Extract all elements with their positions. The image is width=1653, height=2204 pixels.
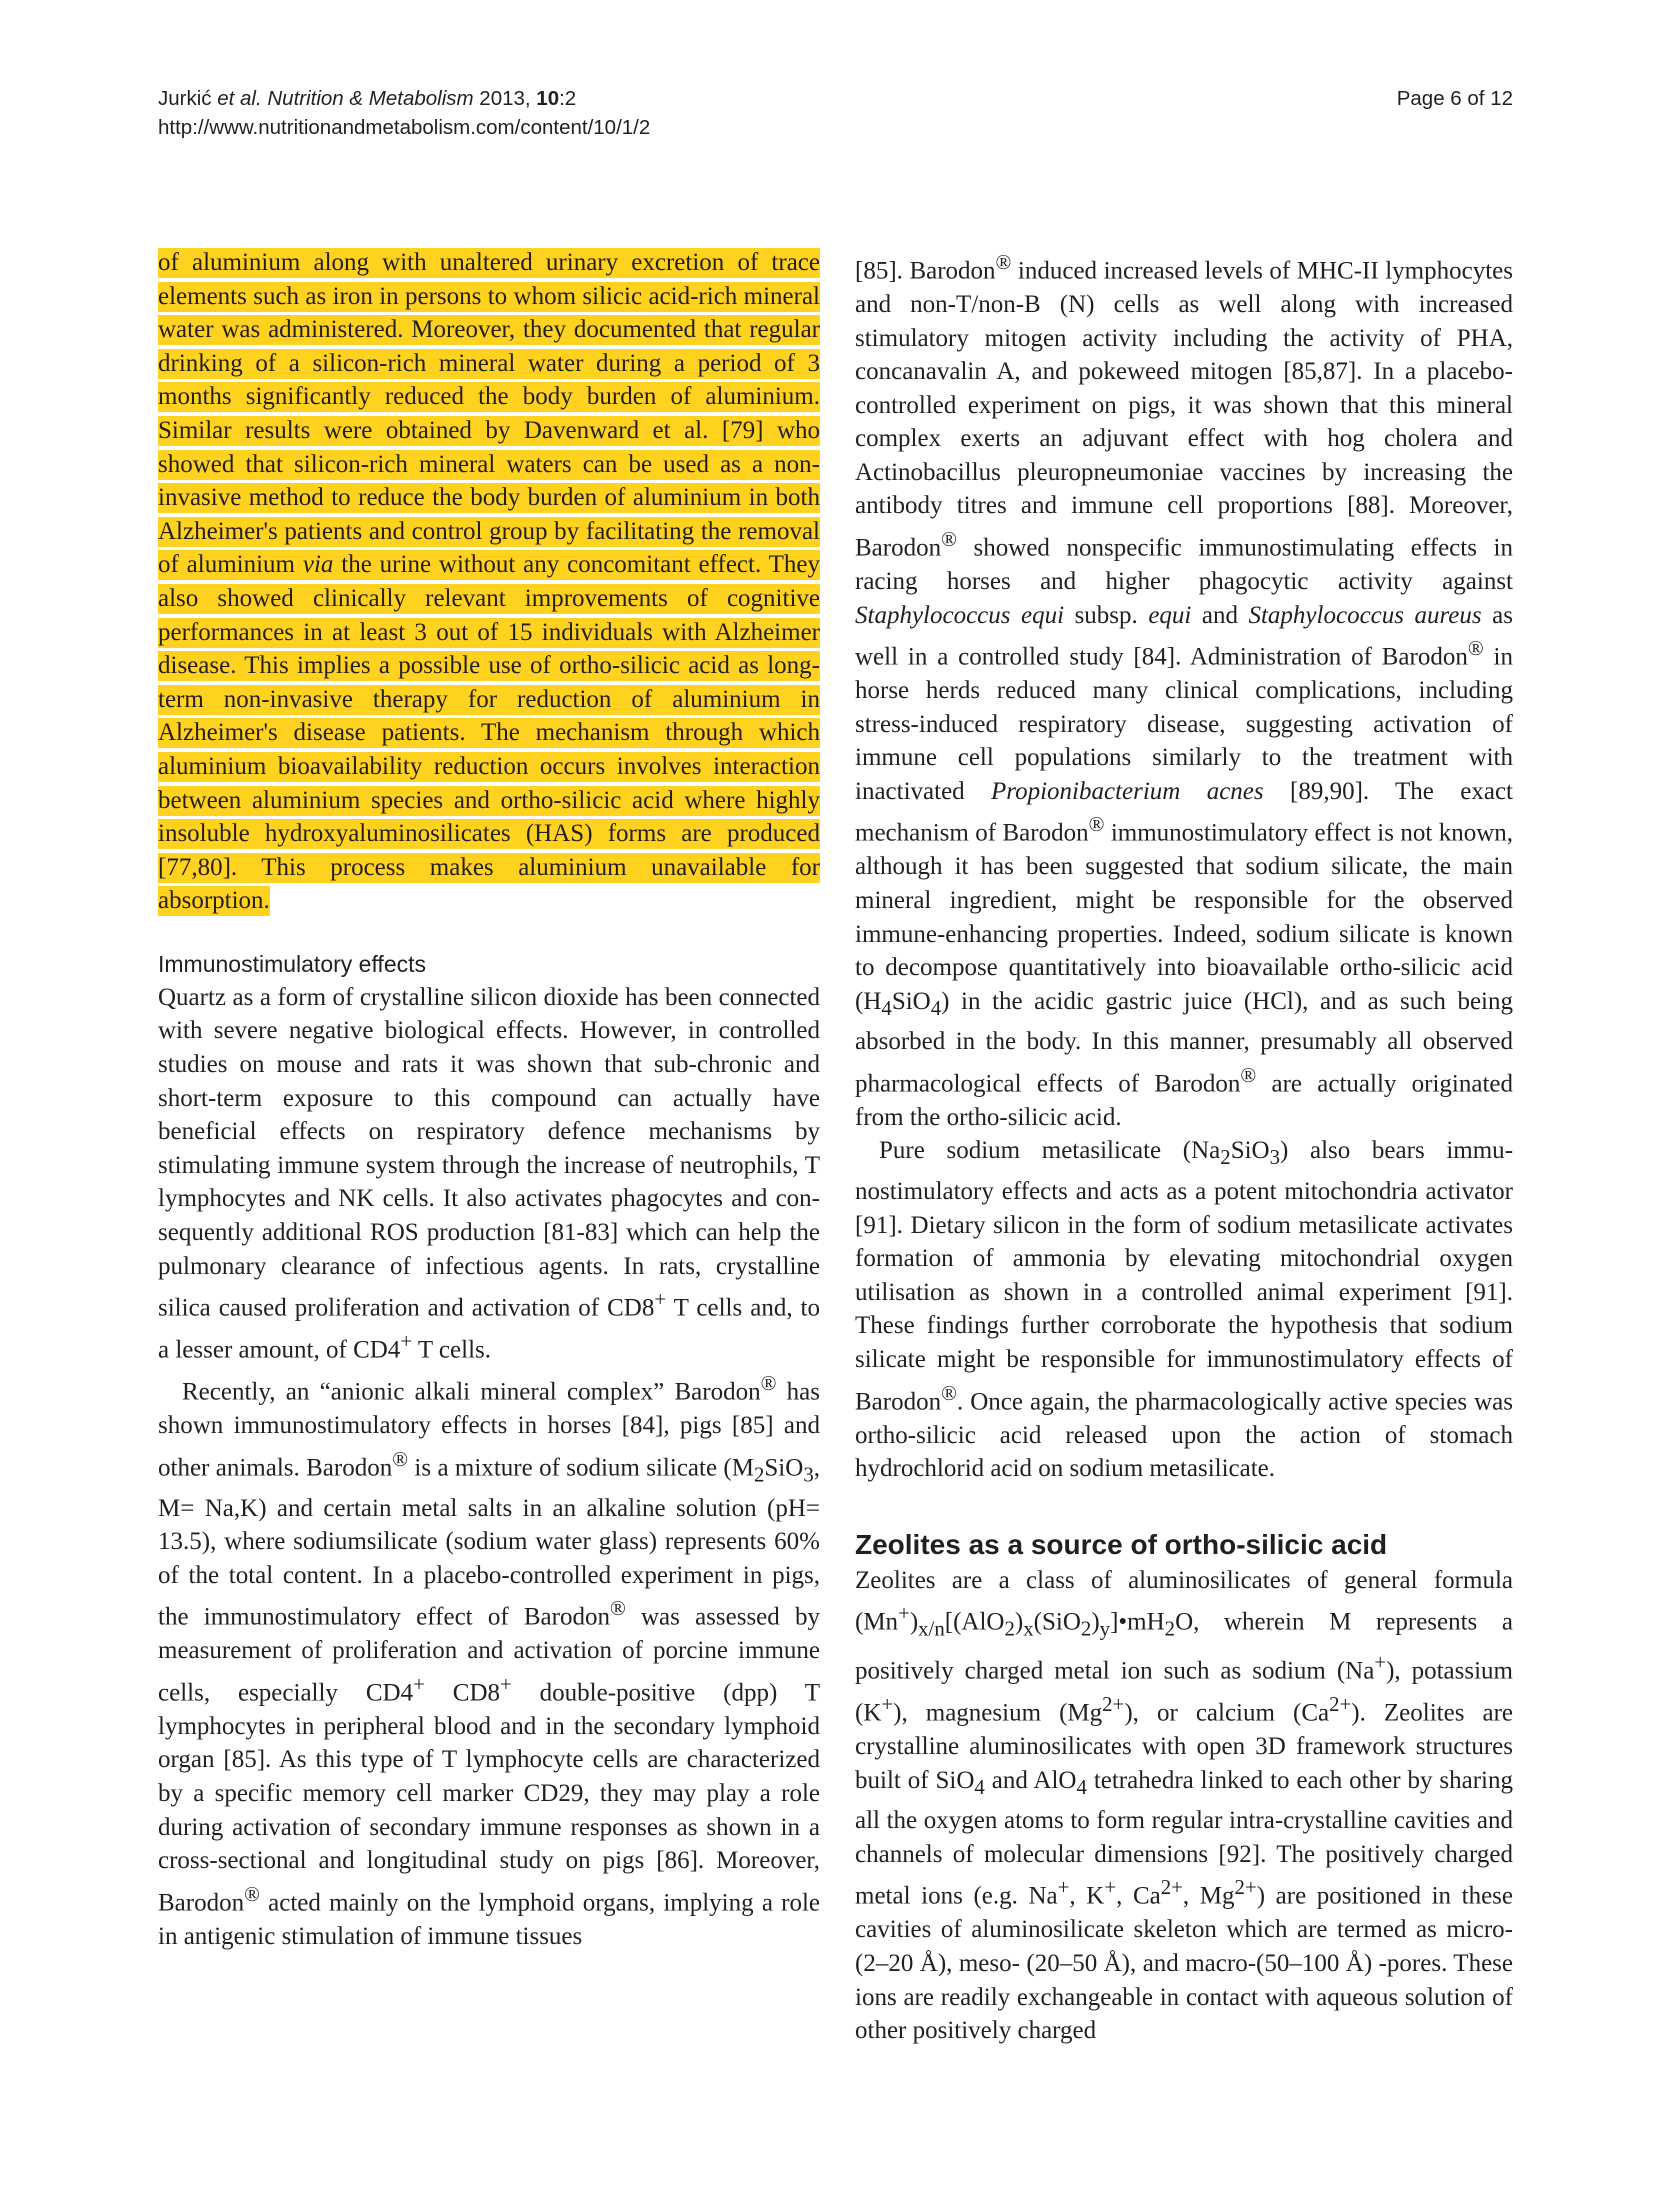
citation-journal: et al. Nutrition & Metabolism [217,87,474,110]
section-heading-zeolites: Zeolites as a source of ortho-silicic acid [855,1528,1388,1560]
paragraph-zeolites: Zeolites are a class of aluminosilicates of general formula $(Mn^+)_{x/n}[(AlO_2)_x(SiO_2)_y]•mH_2O$, wherein M represents a positively charged metal ion such as sodium (Na+), potassium (K+), magnesium $(Mg^{2+})$, or calcium $(Ca^{2+})$. Zeolites are crystalline aluminosilicates with open 3D framework structures built of SiO$_4$ and AlO$_4$ tetrahedra linked to each other by sharing all the oxygen atoms to form regular intra-crystalline cavities and channels of molecular dimensions [92]. The positively charged metal ions (e.g. Na+, K+, $Ca^{2+}$, $Mg^{2+}$) are positioned in these cavities of aluminosilicate skeleton which are termed as micro- (2–20 Å), meso- (20–50 Å), and macro-(50–100 Å) -pores. These ions are readily exchangeable in contact with aqueous solution of other positively charged [855,1566,1514,2045]
right-column [855,246,1513,2048]
paragraph-barodon-effects: [85]. Barodon® induced increased levels of MHC-II lymphocytes and non-T/non-B (N) cells as well along with increased stimulatory mitogen activity including the activity of PHA, concanavalin A, and pokeweed mitogen [85,87]. In a placebo-controlled experiment on pigs, it was shown that this mineral complex exerts an adjuvant effect with hog cholera and Actinobacillus pleuropneumoniae vaccines by increasing the antibody titres and immune cell proportions [88]. Moreover, Barodon® showed nonspecific immunostimulating effects in racing horses and higher phagocytic activity against Staphylococcus equi subsp. equi and Staphylococcus aureus as well in a controlled study [84]. Administration of Barodon® in horse herds reduced many clinical complications, including stress-induced respiratory disease, suggesting activation of immune cell populations similarly to the treatment with inactivated Propionibacterium acnes [89,90]. The exact mechanism of Barodon® immunostimulatory effect is not known, although it has been suggested that sodium silicate, the main mineral ingredient, might be responsible for the observed immune-enhancing properties. Indeed, sodium silicate is known to decompose quantitatively into bioavailable ortho-silicic acid $(H_4SiO_4)$ in the acidic gastric juice (HCl), and as such being absorbed in the body. In this manner, presumably all observed pharmacological effects of Barodon® are actually originated from the ortho-silicic acid. [855,250,1514,1131]
citation-line [158,84,650,113]
highlight-span: of aluminium along with unaltered urinary excretion of trace elements such as iron in persons to whom silicic acid-rich mineral water was administered. Moreover, they documented that regular drinking of a silicon-rich mineral water during a period of 3 months significantly reduced the body burden of aluminium. Similar results were obtained by Davenward et al. [79] who showed that silicon-rich mineral waters can be used as a non-invasive method to reduce the body burden of aluminium in both Alzheimer's patients and control group by facilitating the removal of aluminium via the urine without any concomitant effect. They also showed clinically relevant improvements of cognitive performances in at least 3 out of 15 individuals with Alzheimer disease. This implies a possible use of ortho-silicic acid as long-term non-invasive therapy for reduction of aluminium in Alzheimer's disease patients. The mechanism through which aluminium bioavailability reduction occurs involves interaction between aluminium species and ortho-silicic acid where highly insoluble hydroxyaluminosilicates (HAS) forms are produced [77,80]. This process makes aluminium unavailable for absorption. [158,249,820,915]
running-header [158,84,650,142]
citation-issue: :2 [559,87,577,110]
article-url[interactable]: http://www.nutritionandmetabolism.com/content/10/1/2 [158,116,651,139]
paragraph-metasilicate: Pure sodium metasilicate $(Na_2SiO_3)$ also bears immunostimulatory effects and acts as a potent mitochondria activator [91]. Dietary silicon in the form of sodium metasilicate activates formation of ammonia by elevating mitochondrial oxygen utilisation as shown in a controlled animal experiment [91]. These findings further corroborate the hypothesis that sodium silicate might be responsible for immunostimulatory effects of Barodon®. Once again, the pharmacologically active species was ortho-silicic acid released upon the action of stomach hydrochlorid acid on sodium metasilicate. [855,1137,1514,1483]
page-number: Page 6 of 12 [1396,87,1513,110]
citation-volume: 10 [536,87,560,110]
citation-authors: Jurkić [158,87,218,110]
citation-year: 2013, [473,87,537,110]
paragraph-quartz: Quartz as a form of crystalline silicon dioxide has been connected with severe negative biological effects. However, in controlled studies on mouse and rats it was shown that sub-chronic and short-term exposure to this compound can actually have beneficial effects on respiratory defence mechanisms by stimulating immune system through the increase of neutrophils, T lymphocytes and NK cells. It also activates phagocytes and consequently additional ROS production [81-83] which can help the pulmonary clearance of infectious agents. In rats, crystalline silica caused proliferation and activation of CD8+ T cells and, to a lesser amount, of CD4+ T cells. [158,983,820,1364]
section-heading-immunostimulatory: Immunostimulatory effects [158,950,427,977]
left-column [158,246,820,1953]
highlighted-paragraph [158,246,820,918]
paragraph-barodon: Recently, an “anionic alkali mineral complex” Barodon® has shown immunostimulatory effects in horses [84], pigs [85] and other animals. Barodon® is a mixture of sodium silicate ($M_2SiO_3$, M= Na,K) and certain metal salts in an alkaline solution (pH= 13.5), where sodiumsilicate (sodium water glass) represents 60% of the total content. In a placebo-controlled experiment in pigs, the immunostimulatory effect of Barodon® was assessed by measurement of proliferation and activation of porcine immune cells, especially CD4+ CD8+ double-positive (dpp) T lymphocytes in peripheral blood and in the secondary lymphoid organ [85]. As this type of T lymphocyte cells are characterized by a specific memory cell marker CD29, they may play a role during activation of secondary immune responses as shown in a cross-sectional and longitudinal study on pigs [86]. Moreover, Barodon® acted mainly on the lymphoid organs, implying a role in antigenic stimulation of immune tissues [158,1371,821,1950]
